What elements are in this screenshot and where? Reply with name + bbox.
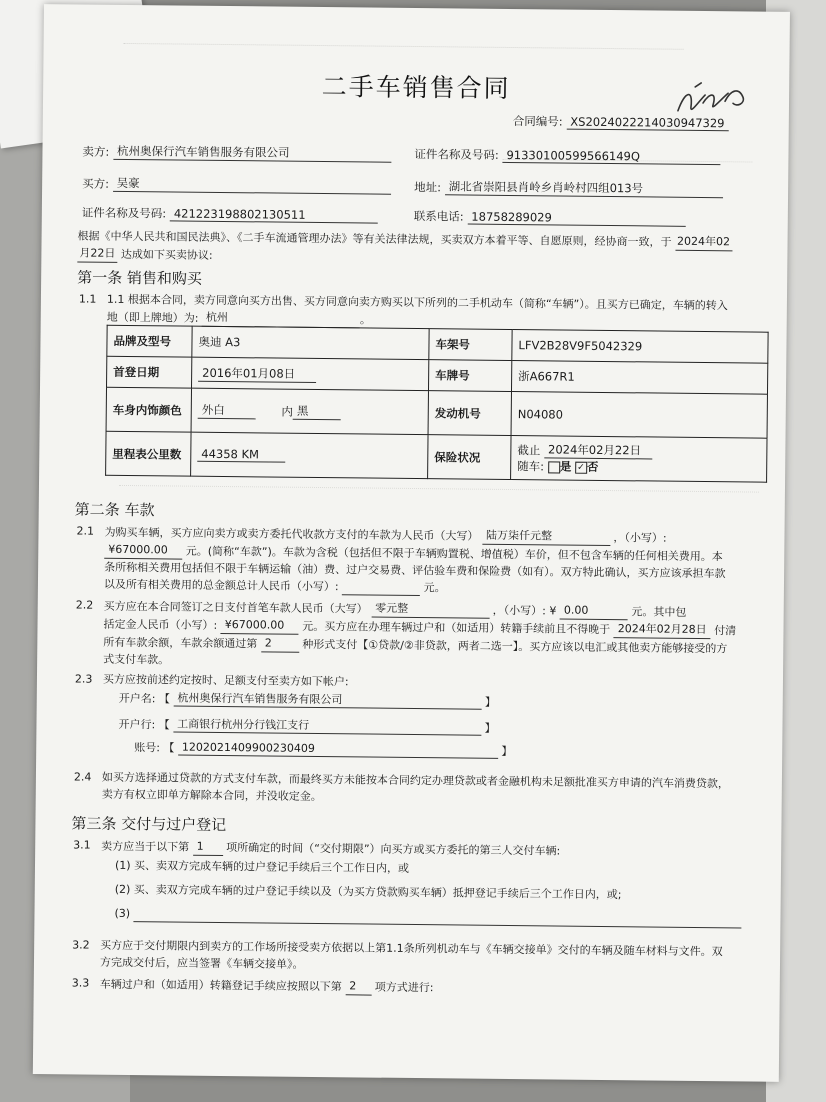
- document-title: 二手车销售合同: [321, 72, 511, 103]
- account-number-value: 1202021409900230409: [178, 741, 498, 759]
- contract-number-label: 合同编号:: [512, 114, 563, 129]
- first-payment-amount: 0.00: [560, 602, 628, 621]
- deposit-amount: ¥67000.00: [221, 616, 299, 635]
- clause-number: 3.3: [71, 976, 90, 990]
- engine-label: 发动机号: [428, 391, 511, 436]
- price-uppercase: 陆万柒仟元整: [482, 527, 610, 546]
- clause-text: 买方应按前述约定按时、足额支付至卖方如下帐户:: [102, 672, 349, 689]
- interior-color-value: 黑: [293, 403, 341, 421]
- section-1-heading: 第一条 销售和购买: [77, 268, 203, 288]
- clause-text: 买方应在本合同签订之日支付首笔车款人民币（大写）: [103, 599, 368, 616]
- clause-text: 元。其中包: [631, 605, 687, 619]
- account-name-label: 开户名: 【: [118, 691, 171, 706]
- clause-text: 买方应于交付期限内到卖方的工作场所接受卖方依据以上第1.1条所列机动车与《车辆交接单》交付的车辆及随车材料与文件。双: [100, 938, 723, 959]
- clause-text: 元。: [423, 581, 446, 595]
- vin-label: 车架号: [429, 329, 512, 361]
- registration-date-value: 2016年01月08日: [198, 364, 316, 382]
- clause-3-3: [71, 975, 764, 1000]
- seller-field: [82, 143, 391, 163]
- account-bank-row: [118, 715, 495, 736]
- mileage-label: 里程表公里数: [106, 431, 191, 476]
- total-amount-blank: [342, 582, 420, 596]
- account-name-row: [119, 689, 496, 710]
- delivery-option-number: 1: [193, 838, 223, 856]
- clause-text: 以及所有相关费用的总金额总计人民币（小写）:: [103, 577, 339, 594]
- insurance-until-value: 2024年02月22日: [544, 441, 652, 459]
- seller-id-field: [414, 146, 720, 165]
- buyer-id-label: 证件名称及号码:: [81, 205, 167, 221]
- price-amount: ¥67000.00: [104, 541, 182, 560]
- clause-text: 方完成交付后，应当签署《车辆交接单》。: [99, 955, 304, 971]
- clause-2-1: [76, 523, 769, 600]
- clause-number: 2.3: [74, 672, 93, 686]
- phone-value: 18758289029: [467, 210, 685, 227]
- bracket-close: 】: [484, 721, 496, 735]
- plate-value: 浙A667R1: [511, 361, 767, 395]
- delivery-option-3-blank: [134, 909, 742, 928]
- clause-text: 元。(简称“车款”)。车款为含税（包括但不限于车辆购置税、增值税）车价，但不包含车辆的任何相关费用。本: [185, 544, 723, 564]
- insurance-cell: [511, 436, 767, 483]
- color-label: 车身内饰颜色: [106, 387, 191, 432]
- account-bank-label: 开户行: 【: [118, 717, 170, 732]
- first-payment-uppercase: 零元整: [371, 600, 489, 619]
- exterior-color-value: 外白: [198, 402, 256, 420]
- delivery-option-1: (1) 买、卖双方完成车辆的过户登记手续后三个工作日内，或: [114, 858, 410, 875]
- vin-value: LFV2B28V9F5042329: [512, 330, 768, 364]
- account-number-label: 账号: 【: [134, 741, 175, 755]
- no-checkbox[interactable]: ✓: [575, 461, 587, 473]
- account-name-value: 杭州奥保行汽车销售服务有限公司: [173, 689, 481, 709]
- table-row: [106, 431, 767, 482]
- clause-text: ，（小写）:: [613, 531, 667, 545]
- brand-label: 品牌及型号: [107, 325, 192, 357]
- clause-text: 卖方有权立即单方解除本合同，并没收定金。: [101, 787, 322, 804]
- address-label: 地址:: [414, 179, 442, 195]
- clause-text: 元。买方应在办理车辆过户和（如适用）转籍手续前且不得晚于: [302, 619, 611, 637]
- address-field: [414, 178, 723, 198]
- clause-text: 卖方应当于以下第: [101, 839, 190, 854]
- table-row: [106, 387, 767, 438]
- contract-page: [33, 4, 790, 1082]
- vehicle-info-table: [105, 325, 769, 483]
- section-2-heading: 第二条 车款: [74, 500, 155, 520]
- mileage-value: 44358 KM: [197, 447, 285, 463]
- intro-text: 根据《中华人民共和国民法典》、《二手车流通管理办法》等有关法律法规，买卖双方本着平等、自愿原则，经协商一致，于: [77, 229, 672, 249]
- transfer-option-number: 2: [345, 977, 371, 995]
- no-label: 否: [586, 459, 599, 474]
- seller-id-label: 证件名称及号码:: [414, 146, 499, 162]
- delivery-option-2: (2) 买、卖双方完成车辆的过户登记手续以及（为买方贷款购买车辆）抵押登记手续后三个工作日内，或;: [114, 882, 622, 902]
- bleed-through-texture: [119, 485, 759, 499]
- clause-number: 2.4: [73, 770, 92, 784]
- clause-text: ，（小写）: ¥: [492, 603, 557, 618]
- balance-due-date: 2024年02月28日: [614, 620, 711, 639]
- engine-value: N04080: [511, 392, 767, 439]
- contract-number: [513, 113, 729, 131]
- section-3-heading: 第三条 交付与过户登记: [71, 814, 227, 835]
- brand-value: 奥迪 A3: [192, 326, 429, 359]
- clause-text: 种形式支付【①贷款/②非贷款，两者二选一】。买方应该以电汇或其他卖方能够接受的方: [302, 637, 728, 656]
- phone-label: 联系电话:: [413, 208, 464, 224]
- clause-text: 项所确定的时间（“交付期限”）向买方或买方委托的第三人交付车辆:: [226, 841, 561, 858]
- bracket-close: 】: [501, 744, 513, 759]
- bracket-close: 】: [484, 695, 497, 709]
- yes-label: 是: [559, 459, 572, 474]
- clause-text: 括定金人民币（小写）:: [103, 617, 218, 632]
- bleed-through-texture: [124, 43, 684, 58]
- clause-text: 1.1 根据本合同，卖方同意向买方出售、买方同意向卖方购买以下所列的二手机动车（简称“车辆”）。且买方已确定，车辆的转入: [106, 292, 728, 313]
- clause-text: 付清: [714, 624, 737, 638]
- clause-number: 2.1: [76, 524, 95, 538]
- clause-number: 1.1: [78, 292, 97, 306]
- insurance-until-label: 截止: [517, 443, 541, 458]
- with-car-label: 随车:: [517, 459, 545, 474]
- buyer-label: 买方:: [82, 176, 110, 191]
- seller-id-value: 91330100599566149Q: [502, 148, 720, 165]
- clause-3-2: [72, 937, 764, 978]
- buyer-id-value: 421223198802130511: [170, 206, 378, 223]
- clause-text: 项方式进行:: [374, 980, 434, 995]
- registration-city: 杭州: [202, 309, 360, 329]
- interior-color-label: 内: [281, 404, 293, 419]
- seller-value: 杭州奥保行汽车销售服务有限公司: [113, 143, 391, 163]
- clause-text: 地（即上牌地）为:: [106, 310, 199, 325]
- clause-2-2: [75, 597, 768, 675]
- buyer-id-field: [82, 205, 378, 224]
- buyer-field: [82, 175, 391, 195]
- contract-number-value: XS2024022214030947329: [566, 115, 728, 132]
- clause-2-4: [73, 769, 766, 810]
- phone-field: [414, 208, 686, 227]
- clause-number: 3.2: [72, 938, 90, 952]
- clause-text: 如买方选择通过贷款的方式支付车款，而最终买方未能按本合同约定办理贷款或者金融机构未足额批准买方申请的汽车消费贷款，: [101, 770, 729, 791]
- buyer-value: 吴豪: [113, 175, 391, 195]
- delivery-option-3: [114, 905, 754, 929]
- account-number-row: [134, 739, 512, 759]
- clause-number: 2.2: [75, 598, 94, 612]
- clause-text: 。: [359, 313, 372, 327]
- intro-date-part1: 2024年02: [675, 233, 732, 252]
- yes-checkbox[interactable]: [548, 461, 560, 473]
- intro-text-end: 达成如下买卖协议:: [120, 247, 213, 262]
- payment-method-number: 2: [261, 634, 299, 652]
- insurance-label: 保险状况: [428, 435, 511, 480]
- option-label: (3): [114, 906, 131, 921]
- address-value: 湖北省崇阳县肖岭乡肖岭村四组013号: [445, 178, 723, 198]
- clause-text: 式支付车款。: [103, 652, 170, 667]
- clause-text: 车辆过户和（如适用）转籍登记手续应按照以下第: [99, 977, 342, 994]
- account-bank-value: 工商银行杭州分行钱江支行: [173, 715, 481, 735]
- intro-paragraph: [77, 226, 757, 269]
- seller-label: 卖方:: [82, 144, 110, 159]
- clause-text: 为购买车辆，买方应向卖方或卖方委托代收款方支付的车款为人民币（大写）: [104, 525, 479, 543]
- clause-text: 条所称相关费用包括但不限于车辆运输（油）费、过户交易费、评估验车费和保险费（如有）。双方特此确认，买方应该承担车款: [104, 560, 726, 581]
- clause-text: 所有车款余额，车款余额通过第: [103, 635, 258, 651]
- plate-label: 车牌号: [428, 360, 511, 392]
- intro-date-part2: 月22日: [77, 244, 117, 262]
- clause-number: 3.1: [73, 838, 91, 852]
- registration-date-label: 首登日期: [107, 356, 192, 388]
